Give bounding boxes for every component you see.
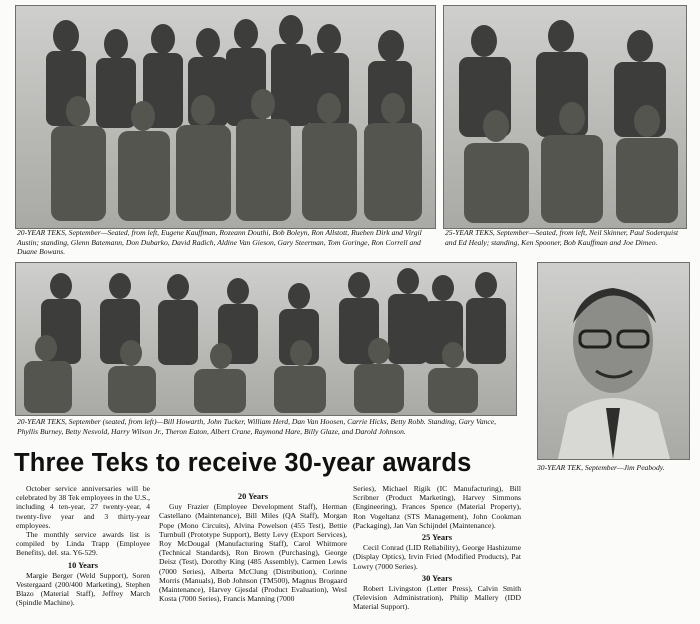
article-compiled-by: The monthly service awards list is compiled by Linda Trapp (Employee Benefits), del. sta. Y6-529. <box>16 530 150 558</box>
photo-people-figures <box>444 6 686 228</box>
section-heading-10-years: 10 Years <box>67 560 99 570</box>
article-intro: October service anniversaries will be celebrated by 38 Tek employees in the U.S., including 4 ten-year, 27 twenty-year, 4 twenty-five year and 3 thirty-year employees. <box>16 484 150 530</box>
portrait-figure <box>538 263 689 459</box>
section-heading-30-years: 30 Years <box>421 573 453 583</box>
names-20-years-part-1: Guy Frazier (Employee Development Staff), Herman Castellano (Maintenance), Bill Miles (QA Staff), Morgan Pope (Mono Circuits), Alvina Powelson (455 Test), Bettie Turnbull (Prototype Support), Betty Levy (Export Services), Roy McDougal (Manufacturing Staff), Carol Whitmore (Technical Standards), Ron Brown (Purchasing), George Deisz (Test), Dorothy King (485 Assembly), Carmen Lewis (7000 Series), Alberta McClung (Distribution), Corinne Morris (Manuals), Bob Johnson (TM500), Magnus Brogaard (Maintenance), Harvey Gjesdal (Product Evaluation), Wesl Kosta (7000 Series), Francis Manning (7000 <box>159 502 347 604</box>
group-photo-20-year-1 <box>15 5 436 229</box>
group-photo-25-year <box>443 5 687 229</box>
article-column-2 <box>159 489 347 603</box>
portrait-photo-30-year <box>537 262 690 460</box>
photo-people-figures <box>16 263 516 415</box>
article-column-3 <box>353 484 521 612</box>
names-20-years-part-2: Series), Michael Rigik (IC Manufacturing), Bill Scribner (Product Marketing), Harvey Simmons (Engineering), Frances Spence (Material Property), Ron Vogeltanz (STS Management), John Cookman (Packaging), Jan Van Schijndel (Maintenance). <box>353 484 521 530</box>
section-heading-25-years: 25 Years <box>421 533 453 543</box>
photo-caption: 20-YEAR TEKS, September—Seated, from left, Eugene Kauffman, Rozeann Douthi, Bob Boleyn, Ron Allstott, Rueben Dirk and Virgil Austin; standing, Glenn Batemann, Don Dubarko, David Radich, Aldine Van Gieson, Gary Steerman, Tom Goringe, Ron Correll and Duane Bowans. <box>17 228 422 257</box>
names-25-years: Cecil Conrad (LID Reliability), George Hashizume (Display Optics), Irvin Fried (Modified Products), Pat Lowry (7000 Series). <box>353 543 521 571</box>
photo-people-figures <box>16 6 435 228</box>
photo-caption: 30-YEAR TEK, September—Jim Peabody. <box>537 463 665 472</box>
group-photo-20-year-2 <box>15 262 517 416</box>
names-10-years: Margie Berger (Weld Support), Soren Vestergaard (200/400 Marketing), Stephen Blazo (Material Staff), Jeffrey March (Spindle Machine). <box>16 570 150 608</box>
names-30-years: Robert Livingston (Letter Press), Calvin Smith (Television Administration), Philip Mallery (IDD Material Support). <box>353 584 521 612</box>
photo-caption: 25-YEAR TEKS, September—Seated, from left, Neil Skinner, Paul Soderquist and Ed Healy; standing, Ken Spooner, Bob Kauffman and Joe Dimeo. <box>445 228 679 247</box>
section-heading-20-years: 20 Years <box>237 492 269 501</box>
article-column-1 <box>16 484 150 608</box>
photo-caption: 20-YEAR TEKS, September (seated, from left)—Bill Howarth, John Tucker, William Herd, Dan Van Hoosen, Carrie Hicks, Betty Robb. Standing, Gary Vance, Phyllis Burney, Betty Nesvold, Harry Wilson Jr., Theron Eaton, Albert Crane, Raymond Hare, Billy Glaze, and Darold Johnson. <box>17 417 497 436</box>
article-headline: Three Teks to receive 30-year awards <box>14 449 472 477</box>
